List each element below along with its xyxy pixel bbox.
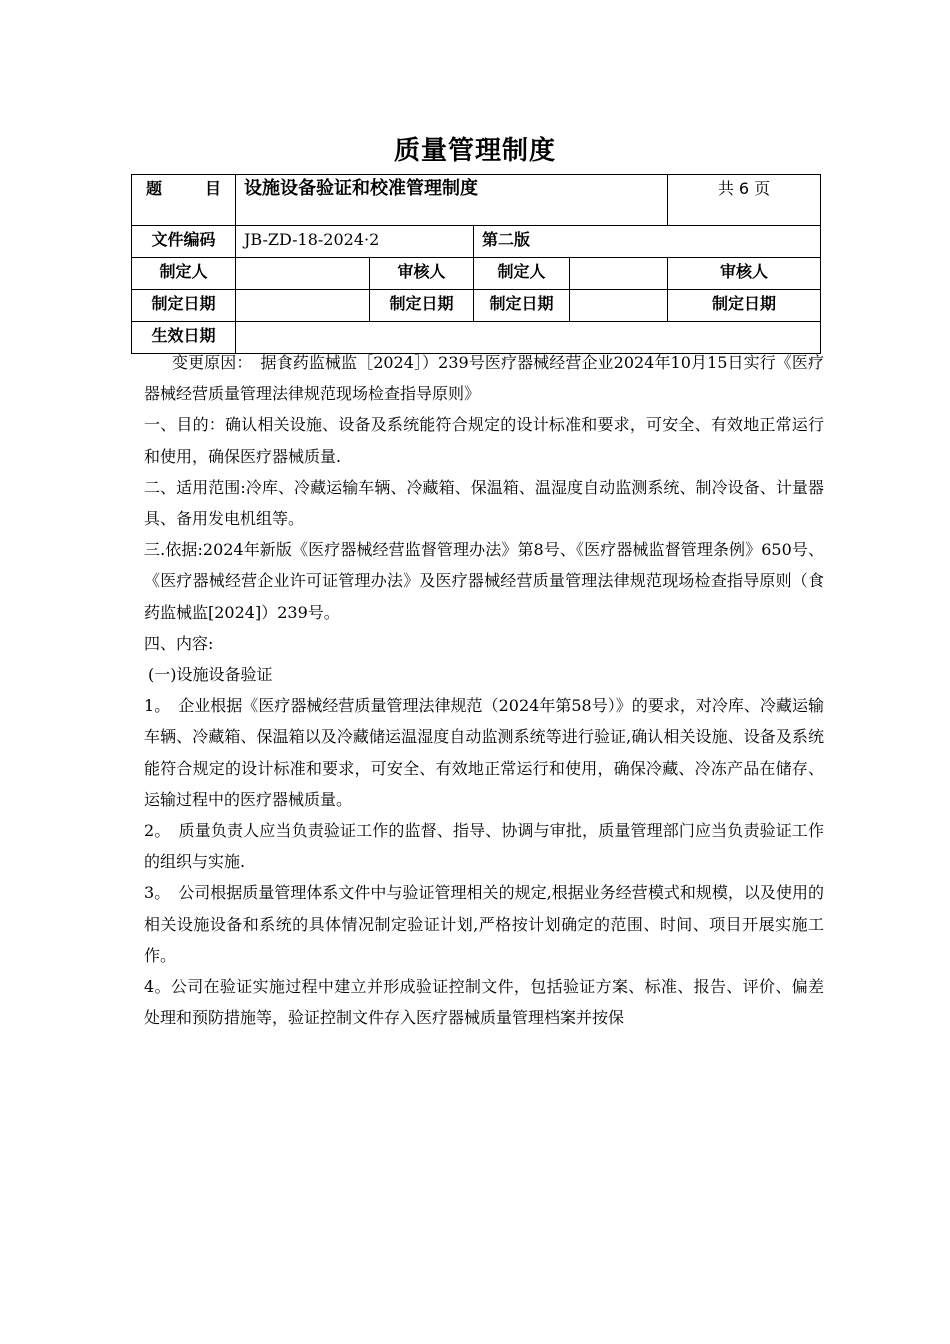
date-value (236, 290, 370, 322)
clause-1: 1。 企业根据《医疗器械经营质量管理法律规范（2024年第58号）》的要求，对冷库、冷藏运输车辆、冷藏箱、保温箱以及冷藏储运温湿度自动监测系统等进行验证,确认相关设施、设备及系统能符合规定的设计标准和要求，可安全、有效地正常运行和使用，确保冷藏、冷冻产品在储存、运输过程中的医疗器械质量。 (144, 696, 824, 809)
content-heading: 四、内容: (144, 633, 214, 653)
document-body (144, 347, 824, 1033)
section-heading-validation: (一)设施设备验证 (148, 665, 273, 685)
clause-3: 3。 公司根据质量管理体系文件中与验证管理相关的规定,根据业务经营模式和规模，以及使用的相关设施设备和系统的具体情况制定验证计划,严格按计划确定的范围、时间、项目开展实施工作。 (144, 883, 824, 965)
date-label-2: 制定日期 (370, 290, 474, 322)
document-header-table (131, 174, 821, 354)
date-value-2 (570, 290, 668, 322)
author-label: 制定人 (132, 258, 236, 290)
edition-value: 第二版 (474, 226, 821, 258)
author-value-2 (570, 258, 668, 290)
subject-label: 题 目 (132, 175, 236, 226)
change-reason-paragraph: 变更原因： 据食药监械监［2024］）239号医疗器械经营企业2024年10月15日实行《医疗器械经营质量管理法律规范现场检查指导原则》 (144, 353, 824, 404)
code-row (132, 226, 821, 258)
code-value: JB-ZD-18-2024·2 (236, 226, 474, 258)
date-label-3: 制定日期 (474, 290, 570, 322)
effective-label: 生效日期 (132, 322, 236, 354)
reviewer-label: 审核人 (370, 258, 474, 290)
page-title: 质量管理制度 (393, 136, 556, 166)
people-row (132, 258, 821, 290)
dates-row (132, 290, 821, 322)
clause-2: 2。 质量负责人应当负责验证工作的监督、指导、协调与审批，质量管理部门应当负责验证工作的组织与实施. (144, 821, 824, 872)
date-label-4: 制定日期 (668, 290, 821, 322)
scope-paragraph: 二、适用范围:冷库、冷藏运输车辆、冷藏箱、保温箱、温湿度自动监测系统、制冷设备、计量器具、备用发电机组等。 (144, 477, 824, 529)
subject-value: 设施设备验证和校准管理制度 (236, 175, 668, 226)
author-label-2: 制定人 (474, 258, 570, 290)
reviewer-label-2: 审核人 (668, 258, 821, 290)
date-label: 制定日期 (132, 290, 236, 322)
purpose-paragraph: 一、目的：确认相关设施、设备及系统能符合规定的设计标准和要求，可安全、有效地正常运行和使用，确保医疗器械质量. (144, 415, 824, 466)
page-count: 共 6 页 (668, 175, 821, 226)
clause-4: 4。公司在验证实施过程中建立并形成验证控制文件，包括验证方案、标准、报告、评价、偏差处理和预防措施等，验证控制文件存入医疗器械质量管理档案并按保 (144, 977, 824, 1028)
code-label: 文件编码 (132, 226, 236, 258)
subject-row (132, 175, 821, 226)
basis-paragraph: 三.依据:2024年新版《医疗器械经营监督管理办法》第8号、《医疗器械监督管理条例》650号、《医疗器械经营企业许可证管理办法》及医疗器械经营质量管理法律规范现场检查指导原则（食药监械监[2024]）239号。 (144, 540, 824, 622)
author-value (236, 258, 370, 290)
